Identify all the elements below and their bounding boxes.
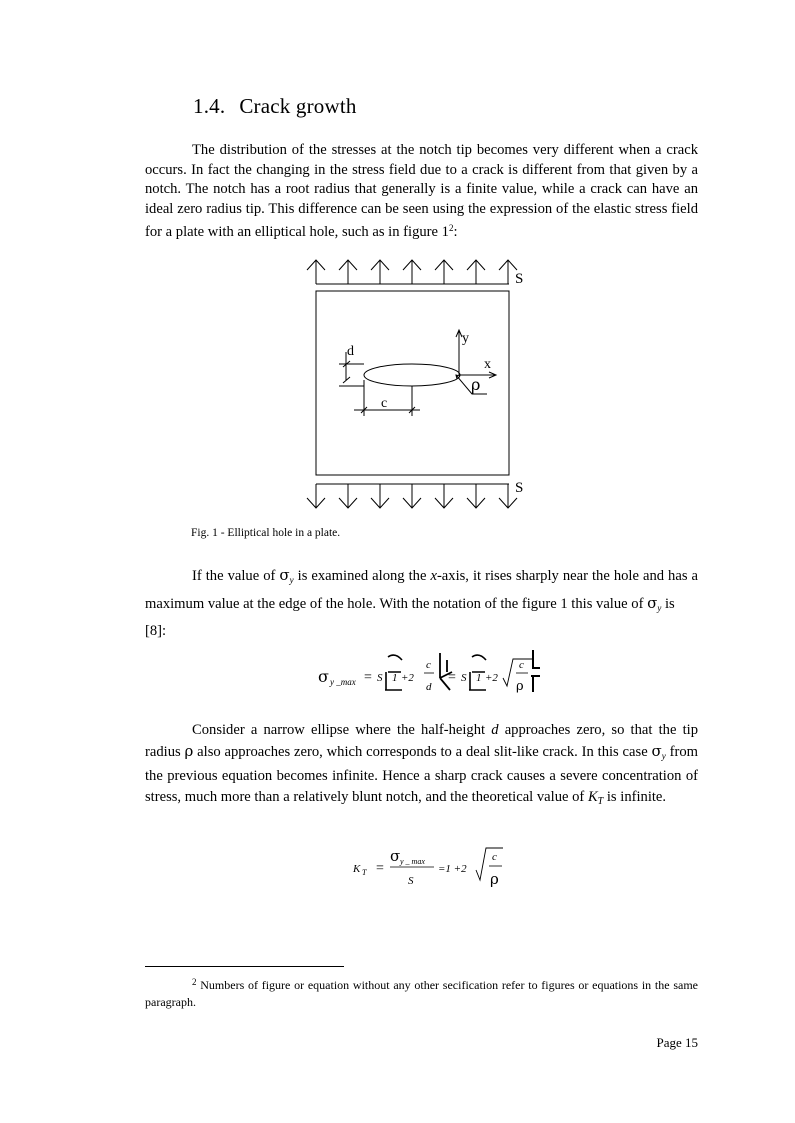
load-label-top: S [515,271,524,287]
footnote-text: Numbers of figure or equation without any other secification refer to figures or equations in the same paragraph. [145,978,698,1009]
sigma-symbol-2: σ [647,594,658,612]
eq1-plus2-2: +2 [485,672,498,684]
eq1-one-2: 1 [476,672,482,684]
x-axis-label: x [484,357,491,372]
eq1-sigma: σ [318,667,329,686]
p3-text-2: approaches zero, so that the tip radius [145,722,698,760]
eq2-S: S [408,875,414,887]
eq1-c: c [426,659,431,671]
paragraph-3 [145,720,698,812]
eq1-c-2: c [519,659,524,671]
eq2-rho: ρ [490,870,499,888]
p2-text-2: is examined along the [293,568,431,584]
p3-KT-sub: T [597,795,604,807]
footnote-rule [145,966,344,967]
p2-text-3: -axis, it rises sharply near the hole and has a maximum value at the edge of the hole. With the notation of the figure 1 this value of [145,568,699,612]
section-title: Crack growth [239,94,357,118]
equation-1 [310,644,560,698]
eq2-c: c [492,851,497,863]
eq1-equals: = [364,670,372,685]
p3-sigma-sub: y [661,750,666,761]
eq1-equals-2: = [448,670,456,685]
section-heading [193,94,357,119]
equation-2 [345,840,515,894]
eq2-sigma: σ [390,847,401,865]
elliptical-hole [364,364,460,386]
eq1-S: S [377,672,383,684]
page-number: Page 15 [656,1035,698,1050]
x-axis-ref: x [430,568,437,584]
eq1-one: 1 [392,672,398,684]
eq1-rho: ρ [516,679,524,694]
intro-text: The distribution of the stresses at the notch tip becomes very different when a crack occurs. In fact the changing in the stress field due to a crack is different from that given by a notch. The notch has a root radius that generally is a finite value, while a crack can have an ideal zero radius tip. This difference can be seen using the expression of the elastic stress field for a plate with an elliptical hole, such as in figure 1 [145,142,698,241]
eq2-K: K [353,863,361,875]
intro-end: : [453,224,458,241]
eq1-S-2: S [461,672,467,684]
paragraph-2 [145,564,698,643]
eq1-sub: y _max [330,677,356,687]
eq1-d: d [426,681,432,693]
p3-text-3: also approaches zero, which corresponds to a deal slit-like crack. In this case [193,743,652,760]
y-axis-label: y [462,331,469,346]
p3-text-1: Consider a narrow ellipse where the half-height [192,722,492,738]
p3-sigma: σ [651,741,662,760]
elliptical-hole-figure [300,252,540,514]
rho-label: ρ [471,375,481,394]
intro-paragraph [145,141,698,243]
p2-text-1: If the value of [192,568,280,584]
load-label-bottom: S [515,480,524,496]
d-label: d [347,344,354,359]
sigma-subscript: y [289,575,294,585]
eq2-equals: = [376,861,384,876]
reference: [8]: [145,623,167,639]
footnote-number: 2 [192,977,197,987]
top-load-arrows [307,260,517,284]
footnote [145,974,698,1011]
eq1-plus2: +2 [401,672,414,684]
figure-caption: Fig. 1 - Elliptical hole in a plate. [191,527,341,539]
footnote-ref[interactable]: 2 [448,223,454,234]
p2-text-4: is [661,596,675,612]
bottom-load-arrows [307,484,517,508]
eq2-rhs: =1 +2 [438,863,467,875]
p3-text-5: is infinite. [603,788,667,805]
p3-KT: K [587,788,598,805]
p3-d: d [491,722,499,738]
sigma-symbol: σ [279,566,290,584]
eq2-T: T [362,868,367,877]
p3-text-4: from the previous equation becomes infinite. Hence a sharp crack causes a severe concentration of stress, much more than a relatively blunt notch, and the theoretical value of [145,743,698,805]
sigma-subscript-2: y [657,603,662,613]
c-label: c [381,396,388,411]
section-number: 1.4. [193,94,226,118]
p3-rho: ρ [184,741,194,760]
eq2-sub: y _ max [400,857,425,866]
